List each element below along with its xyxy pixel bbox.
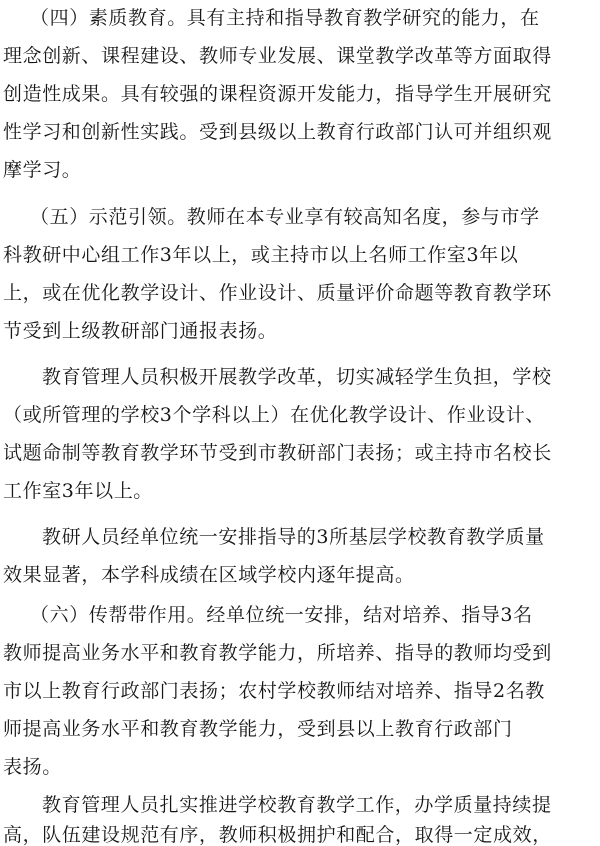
text-line: （或所管理的学校3个学科以上）在优化教学设计、作业设计、 xyxy=(3,404,545,426)
text-line: 性学习和创新性实践。受到县级以上教育行政部门认可并组织观 xyxy=(3,121,552,143)
text-line: 教师提高业务水平和教育教学能力，所培养、指导的教师均受到 xyxy=(3,642,552,664)
text-line: 试题命制等教育教学环节受到市教研部门表扬；或主持市名校长 xyxy=(3,442,552,464)
text-line: 表扬。 xyxy=(3,756,62,778)
text-line: 师提高业务水平和教育教学能力，受到县以上教育行政部门 xyxy=(3,718,513,740)
text-line: 创造性成果。具有较强的课程资源开发能力，指导学生开展研究 xyxy=(3,83,552,105)
text-line: 教育管理人员扎实推进学校教育教学工作，办学质量持续提 xyxy=(42,794,552,816)
text-line: 工作室3年以上。 xyxy=(3,480,153,502)
text-line: 科教研中心组工作3年以上，或主持市以上名师工作室3年以 xyxy=(3,244,519,266)
text-line: （六）传帮带作用。经单位统一安排，结对培养、指导3名 xyxy=(30,604,533,626)
text-line: 教育管理人员积极开展教学改革，切实减轻学生负担，学校 xyxy=(42,366,552,388)
text-line: （五）示范引领。教师在本专业享有较高知名度，参与市学 xyxy=(30,206,540,228)
text-line: 市以上教育行政部门表扬；农村学校教师结对培养、指导2名教 xyxy=(3,680,545,702)
text-line: 上，或在优化教学设计、作业设计、质量评价命题等教育教学环 xyxy=(3,282,552,304)
text-line: 效果显著，本学科成绩在区域学校内逐年提高。 xyxy=(3,564,415,586)
text-line: 教研人员经单位统一安排指导的3所基层学校教育教学质量 xyxy=(42,526,545,548)
text-line: （四）素质教育。具有主持和指导教育教学研究的能力，在 xyxy=(30,7,540,29)
text-line: 理念创新、课程建设、教师专业发展、课堂教学改革等方面取得 xyxy=(3,45,552,67)
text-line: 节受到上级教研部门通报表扬。 xyxy=(3,320,278,342)
text-line: 摩学习。 xyxy=(3,159,82,181)
text-line: 高，队伍建设规范有序，教师积极拥护和配合，取得一定成效， xyxy=(3,824,552,846)
